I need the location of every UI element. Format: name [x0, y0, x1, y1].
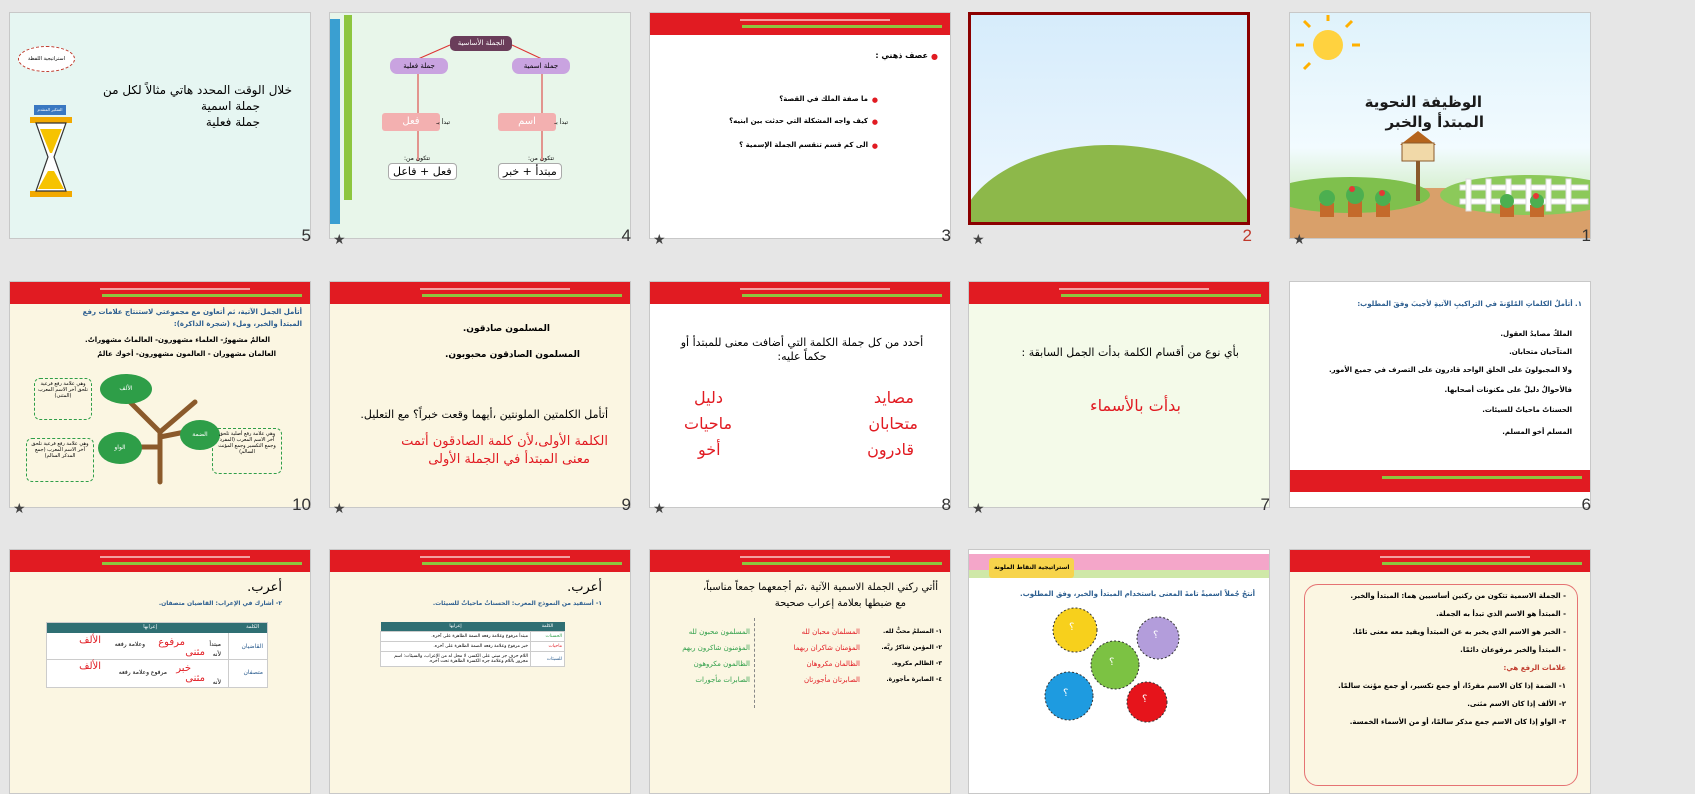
col-header-parsing: إعرابها	[143, 624, 157, 630]
exercise-title: أعرب.	[247, 580, 282, 595]
parse-fill-1: وعلامة رفعه	[114, 641, 145, 648]
parse-fill-1: الألف	[79, 635, 101, 646]
slide-thumb-13[interactable]	[649, 549, 951, 776]
question-mark-icon: ؟	[1069, 622, 1075, 633]
header-bar	[650, 282, 950, 304]
slide-canvas	[1289, 281, 1591, 508]
instruction-line-2: مع ضبطها بعلامة إعراب صحيحة	[774, 598, 906, 609]
subject-predicate-result: مبتدأ + خبر	[498, 163, 562, 180]
transition-star-icon: ★	[972, 501, 985, 517]
parse-fill-2: مرفوع وعلامة رفعه	[118, 669, 167, 676]
answer-text: بدأت بالأسماء	[1090, 396, 1181, 415]
header-bar	[650, 550, 950, 572]
verb-subject-result: فعل + فاعل	[388, 163, 457, 180]
tree-node-damma: الضمة	[180, 420, 220, 450]
bullet-icon: ●	[931, 52, 938, 61]
instruction-line-1: أتأمل الجمل الآتية، ثم أتعاون مع مجموعتي لاستنتاج علامات رفع	[82, 308, 302, 316]
slide-number: 2	[1242, 226, 1252, 245]
slide-canvas	[9, 549, 311, 794]
example-row-1: العالمُ مشهورٌ- العلماء مشهورون- العالماتُ مشهوراتٌ.	[85, 336, 270, 344]
sentence-2: المسلمون الصادقون محبوبون.	[445, 350, 580, 360]
slide-thumb-14[interactable]	[329, 549, 631, 776]
answer-word: دليل	[694, 388, 723, 407]
table-row-word: القاضيان	[241, 643, 263, 650]
header-bar	[1290, 550, 1590, 572]
table-row-word: الحسنات	[531, 632, 565, 642]
consists-of-label: تتكون من:	[527, 155, 554, 162]
slide-number: 8	[941, 495, 951, 514]
question-mark-icon: ؟	[1063, 688, 1069, 699]
slide-subtitle: المبتدأ والخبر	[1385, 113, 1484, 131]
sentence-6: المسلم أخو المسلم.	[1502, 428, 1572, 436]
question-text: أتأمل الكلمتين الملونتين ،أيهما وقعت خبراً؟ مع التعليل.	[360, 408, 608, 421]
col-header-word: الكلمة	[246, 624, 259, 630]
question-mark-icon: ؟	[1153, 630, 1159, 641]
slide-thumb-1[interactable]	[1289, 12, 1591, 248]
slide-thumb-7[interactable]	[968, 281, 1270, 517]
consists-of-label: تتكون من:	[403, 155, 430, 162]
instruction-text: خلال الوقت المحدد هاتي مثالاً لكل من	[102, 83, 292, 97]
question-text: بأي نوع من أقسام الكلمة بدأت الجمل السابقة :	[1021, 346, 1239, 359]
question-text: أحدد من كل جملة الكلمة التي أضافت معنى للمبتدأ أو حكماً عليه:	[680, 336, 924, 363]
transition-star-icon: ★	[1293, 232, 1306, 248]
header-bar	[969, 282, 1269, 304]
question-mark-icon: ؟	[1109, 657, 1115, 668]
table-row-word: للسيئات	[531, 652, 565, 667]
example-row-2: العالمان مشهوران - العالمون مشهورون- أخوك عالمٌ	[97, 350, 276, 358]
source-sentence: ٢- المؤمن شاكرٌ ربَّه.	[881, 644, 942, 651]
slide-thumb-5[interactable]	[9, 12, 311, 245]
nominal-sentence-text: جملة اسمية	[201, 99, 260, 113]
dual-answer: الصابرتان مأجورتان	[804, 676, 860, 684]
sentence-2: المتآخيان متحابان.	[1509, 348, 1572, 356]
starts-with-label: تبدأ بـ	[554, 119, 568, 126]
slide-thumb-6[interactable]	[1289, 281, 1591, 514]
table-row-word: متصفان	[243, 669, 263, 676]
plural-answer: المسلمون محبون لله	[688, 628, 750, 636]
slide-canvas	[9, 281, 311, 508]
table-row-parsing: مبتدأ مرفوع وعلامة رفعه الضمة الظاهرة على آخره.	[381, 632, 531, 642]
strategy-tag: استراتيجية النقاط الملونة	[989, 558, 1074, 578]
table-header	[47, 623, 267, 633]
parse-fill-1: مرفوع	[158, 637, 185, 648]
column-divider	[754, 618, 755, 708]
slide-thumb-9[interactable]	[329, 281, 631, 517]
sentence-5: الحسناتُ ماحياتٌ للسيئات.	[1482, 406, 1572, 414]
plural-answer: الظالمون مكروهون	[693, 660, 750, 668]
slide-canvas	[1289, 12, 1591, 239]
sentence-1: المسلمون صادقون.	[462, 324, 550, 334]
parsing-table	[380, 622, 565, 667]
dual-answer: الظالمان مكروهان	[806, 660, 860, 668]
transition-star-icon: ★	[333, 501, 346, 517]
parse-fill-2: الألف	[79, 661, 101, 672]
rule-line-8: ٣- الواو إذا كان الاسم جمع مذكر سالمًا، أو من الأسماء الخمسة.	[1349, 718, 1566, 726]
note-box-singular: وهي علامة رفع أصلية تلحق آخر الاسم المعرب (المفرد وجمع التكسير وجمع المؤنث السالم)	[212, 428, 282, 474]
exercise-subtitle: ١- أستفيد من النموذج المعرب: الحسناتُ ماحياتٌ للسيئات.	[432, 600, 602, 607]
slide-number: 7	[1260, 495, 1270, 514]
hill-illustration	[971, 15, 1247, 222]
parse-fill-2: لأنه	[212, 679, 221, 686]
slide-thumb-15[interactable]	[9, 549, 311, 776]
slide-number: 4	[621, 226, 631, 245]
rule-line-6: ١- الضمة إذا كان الاسم مفردًا، أو جمع تكسير، أو جمع مؤنث سالمًا.	[1338, 682, 1566, 690]
rule-line-1: - الجملة الاسمية تتكون من ركنين أساسيين هما: المبتدأ والخبر.	[1350, 592, 1566, 600]
verbal-sentence-node: جملة فعلية	[390, 58, 448, 74]
answer-word: أخو	[698, 440, 721, 459]
slide-number: 10	[292, 495, 311, 514]
parse-fill-1: مثنى	[185, 647, 205, 658]
rule-line-4: - المبتدأ والخبر مرفوعان دائمًا.	[1460, 646, 1566, 654]
parse-fill-2: خبر	[176, 663, 191, 674]
slide-number: 1	[1581, 226, 1591, 245]
sentence-4: فالأحوالُ دليلٌ على مكنونات أصحابها.	[1444, 386, 1572, 394]
table-row-parsing: اللام حرف جر مبني على الكسر، لا محل له من الإعراب، والسيئات: اسم مجرور باللام وعلامة جره الكسرة الظاهرة تحت آخره.	[381, 652, 531, 667]
header-bar	[330, 550, 630, 572]
table-row-word: ماحيات	[531, 642, 565, 652]
slide-title: الوظيفة النحوية	[1364, 93, 1482, 111]
slide-number: 9	[621, 495, 631, 514]
parse-fill-1: مبتدأ	[209, 641, 221, 648]
rule-line-2: - المبتدأ هو الاسم الذي تبدأ به الجملة.	[1436, 610, 1566, 618]
slide-thumb-12[interactable]	[968, 549, 1270, 776]
col-header-word: الكلمة	[541, 624, 554, 629]
bullet-icon: ●	[871, 96, 878, 104]
slide-canvas	[329, 549, 631, 794]
plural-answer: الصابرات مأجورات	[695, 676, 750, 684]
rule-line-7: ٢- الألف إذا كان الاسم مثنى.	[1467, 700, 1566, 708]
slide-thumb-10[interactable]	[9, 281, 311, 517]
thinking-tag: التفكير المتقدم	[34, 105, 66, 115]
slide-thumb-8[interactable]	[649, 281, 951, 517]
question-mark-icon: ؟	[1142, 694, 1148, 705]
plural-answer: المؤمنون شاكرون ربهم	[682, 644, 750, 652]
slide-canvas	[649, 12, 951, 239]
header-bar	[330, 282, 630, 304]
transition-star-icon: ★	[972, 232, 985, 248]
verbal-sentence-text: جملة فعلية	[205, 115, 260, 129]
slide-canvas	[329, 281, 631, 508]
root-node: الجملة الأساسية	[450, 36, 512, 51]
question-2: كيف واجه المشكلة التي حدثت بين ابنيه؟	[729, 117, 868, 125]
answer-word: قادرون	[867, 440, 914, 459]
header-bar	[650, 13, 950, 35]
col-header-parsing: إعرابها	[449, 624, 462, 629]
rule-line-5: علامات الرفع هي:	[1503, 664, 1566, 672]
question-1: ما صفة الملك في القصة؟	[779, 95, 868, 103]
answer-line-1: الكلمة الأولى،لأن كلمة الصادقون أتمت	[401, 434, 608, 449]
bullet-icon: ●	[871, 118, 878, 126]
slide-thumb-11[interactable]	[1289, 549, 1591, 776]
slide-thumb-3[interactable]	[649, 12, 951, 248]
transition-star-icon: ★	[13, 501, 26, 517]
parsing-table	[46, 622, 268, 688]
slide-number: 6	[1581, 495, 1591, 514]
sentence-3: ولا المجبولونَ على الخلق الواحد قادرون على التصرف في جميع الأمور.	[1328, 366, 1572, 374]
sentence-1: الملكُ مصايدُ العقول.	[1500, 330, 1572, 338]
dual-answer: المسلمان محبان لله	[801, 628, 860, 636]
answer-line-2: معنى المبتدأ في الجملة الأولى	[428, 452, 590, 467]
source-sentence: ٣- الظالم مكروه.	[891, 660, 942, 667]
answer-word: مصايد	[873, 388, 914, 407]
slide-canvas	[968, 281, 1270, 508]
slide-canvas	[9, 12, 311, 239]
question-3: الى كم قسم تنقسم الجملة الإسمية ؟	[739, 141, 868, 149]
header-bar	[10, 550, 310, 572]
footer-bar	[1290, 470, 1590, 492]
exercise-title: أعرب.	[567, 580, 602, 595]
instruction-line-2: المبتدأ والخبر، وملء (شجرة الذاكرة):	[173, 320, 302, 328]
source-sentence: ١- المسلمُ محبٌّ لله.	[882, 628, 942, 635]
tree-node-alif: الألف	[100, 374, 152, 404]
source-sentence: ٤- الصابرة مأجورة.	[886, 676, 942, 683]
slide-canvas	[649, 281, 951, 508]
nominal-sentence-node: جملة اسمية	[512, 58, 570, 74]
answer-word: متحابان	[868, 414, 918, 433]
table-row-parsing: خبر مرفوع وعلامة رفعه الضمة الظاهرة على آخره.	[381, 642, 531, 652]
bullet-icon: ●	[871, 142, 878, 150]
parse-fill-1: لأنه	[212, 651, 221, 658]
rule-line-3: - الخبر هو الاسم الذي يخبر به عن المبتدأ ويفيد معه معنى تامًا.	[1352, 628, 1566, 636]
slide-number: 3	[941, 226, 951, 245]
instruction-text: أنتجُ جُملاً اسميةً تامةَ المعنى باستخدام المبتدأ والخبر، وفق المطلوب.	[1020, 590, 1255, 598]
slide-number: 5	[301, 226, 311, 245]
colored-dots-illustration	[969, 550, 1269, 793]
exercise-subtitle: ٢- أشارك في الإعراب: القاضيان متصفان.	[158, 600, 282, 607]
slide-canvas	[968, 12, 1250, 225]
instruction-line-1: أأتي ركني الجملة الاسمية الآتية ،ثم أجمعهما جمعاً مناسباً،	[702, 582, 938, 593]
slide-canvas	[329, 12, 631, 239]
slide-canvas	[1289, 549, 1591, 794]
verb-box: فعل	[382, 113, 440, 131]
transition-star-icon: ★	[333, 232, 346, 248]
slide-thumb-2-selected[interactable]	[968, 12, 1270, 248]
parse-fill-2: مثنى	[185, 673, 205, 684]
exercise-title: ١. أتأملُ الكلماتِ المُلوّنةَ في التراكيبِ الآتيةِ لأجيبَ وفقَ المطلوب:	[1357, 300, 1582, 308]
strategy-bubble: استراتيجية اللفظة	[18, 46, 75, 72]
transition-star-icon: ★	[653, 501, 666, 517]
note-box-dual: وهي علامة رفع فرعية تلحق آخر الاسم المعرب (المثنى)	[34, 378, 92, 420]
slide-thumb-4[interactable]	[329, 12, 631, 248]
note-box-masc-plural: وهي علامة رفع فرعية تلحق آخر الاسم المعرب (جمع المذكر السالم)	[26, 438, 94, 482]
slide-canvas	[649, 549, 951, 794]
hourglass-icon	[28, 117, 74, 197]
noun-box: اسم	[498, 113, 556, 131]
slide-canvas	[968, 549, 1270, 794]
starts-with-label: تبدأ بـ	[436, 119, 450, 126]
question-0: عصف ذهني :	[875, 51, 928, 60]
tree-node-waw: الواو	[98, 432, 142, 464]
dual-answer: المؤمنان شاكران ربهما	[793, 644, 860, 652]
transition-star-icon: ★	[653, 232, 666, 248]
answer-word: ماحيات	[684, 414, 733, 433]
